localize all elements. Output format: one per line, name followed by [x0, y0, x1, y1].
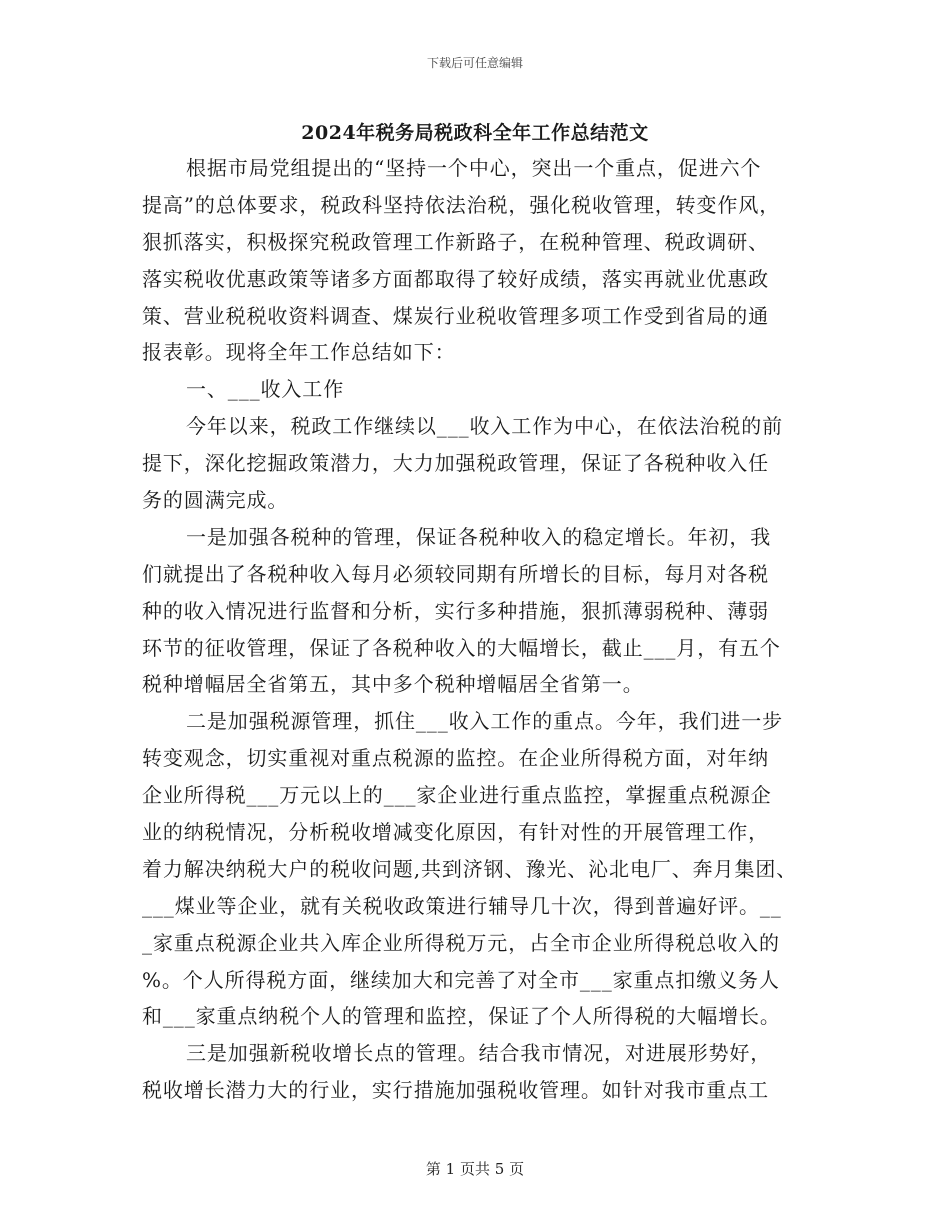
text-line: 种的收入情况进行监督和分析，实行多种措施，狠抓薄弱税种、薄弱	[142, 598, 769, 623]
text-line: 和___家重点纳税个人的管理和监控，保证了个人所得税的大幅增长。	[142, 1004, 781, 1029]
text-line: 报表彰。现将全年工作总结如下：	[142, 340, 456, 365]
text-line: 着力解决纳税大户的税收问题,共到济钢、豫光、沁北电厂、奔月集团、	[142, 856, 798, 881]
text-line: 们就提出了各税种收入每月必须较同期有所增长的目标，每月对各税	[142, 561, 769, 586]
text-line: 税收增长潜力大的行业，实行措施加强税收管理。如针对我市重点工	[142, 1078, 769, 1103]
document-body	[142, 150, 822, 1109]
header-note: 下载后可任意编辑	[426, 56, 523, 70]
document-title: 2024年税务局税政科全年工作总结范文	[301, 122, 649, 144]
text-line: 根据市局党组提出的“坚持一个中心，突出一个重点，促进六个	[186, 156, 762, 180]
text-line: 环节的征收管理，保证了各税种收入的大幅增长，截止___月，有五个	[142, 635, 781, 660]
text-line: 务的圆满完成。	[142, 488, 289, 513]
text-line: 提下，深化挖掘政策潜力，大力加强税政管理，保证了各税种收入任	[142, 451, 769, 476]
text-line: 转变观念，切实重视对重点税源的监控。在企业所得税方面，对年纳	[142, 746, 769, 771]
text-line: 狠抓落实，积极探究税政管理工作新路子，在税种管理、税政调研、	[142, 229, 769, 254]
text-line: 业的纳税情况，分析税收增减变化原因，有针对性的开展管理工作，	[142, 820, 769, 845]
text-line: 一、___收入工作	[186, 377, 345, 402]
text-line: 今年以来，税政工作继续以___收入工作为中心，在依法治税的前	[186, 414, 783, 439]
text-line: 一是加强各税种的管理，保证各税种收入的稳定增长。年初，我	[186, 524, 772, 549]
text-line: %。个人所得税方面，继续加大和完善了对全市___家重点扣缴义务人	[142, 967, 780, 992]
text-line: 二是加强税源管理，抓住___收入工作的重点。今年，我们进一步	[186, 709, 783, 734]
text-line: 落实税收优惠政策等诸多方面都取得了较好成绩，落实再就业优惠政	[142, 266, 769, 291]
text-line: ___煤业等企业，就有关税收政策进行辅导几十次，得到普遍好评。__	[142, 893, 782, 918]
text-line: 提高”的总体要求，税政科坚持依法治税，强化税收管理，转变作风，	[142, 192, 781, 217]
page-footer: 第 1 页共 5 页	[425, 1160, 525, 1178]
text-line: 税种增幅居全省第五，其中多个税种增幅居全省第一。	[142, 672, 644, 697]
text-line: 企业所得税___万元以上的___家企业进行重点监控，掌握重点税源企	[142, 783, 772, 808]
text-line: 三是加强新税收增长点的管理。结合我市情况，对进展形势好，	[186, 1041, 772, 1066]
text-line: 策、营业税税收资料调查、煤炭行业税收管理多项工作受到省局的通	[142, 303, 769, 328]
text-line: _家重点税源企业共入库企业所得税万元，占全市企业所得税总收入的	[142, 930, 780, 955]
